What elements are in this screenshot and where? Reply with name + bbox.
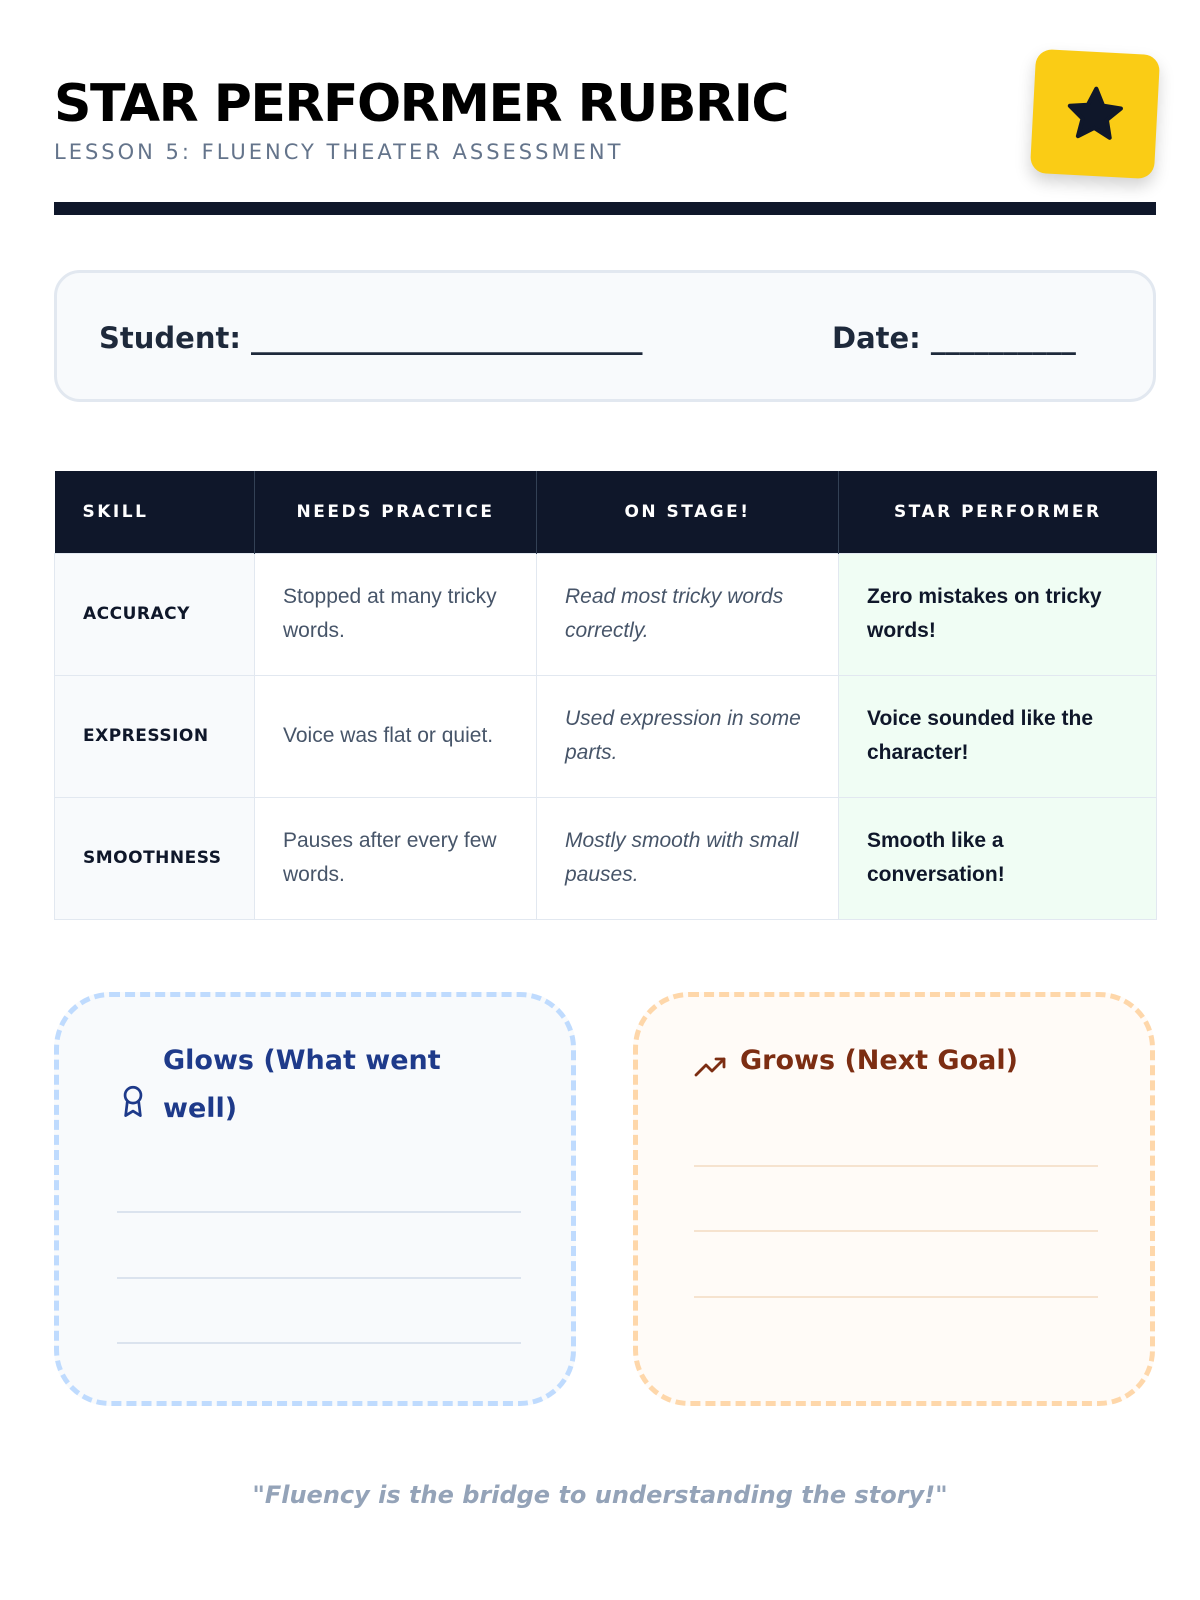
grows-write-line[interactable] xyxy=(694,1165,1098,1167)
skill-cell: EXPRESSION xyxy=(55,675,255,797)
page-header xyxy=(54,74,1156,164)
grows-title: Grows (Next Goal) xyxy=(740,1045,1018,1076)
table-row xyxy=(55,553,1157,675)
star-badge xyxy=(1030,49,1160,179)
page-title: STAR PERFORMER RUBRIC xyxy=(54,74,789,134)
star-performer-cell: Voice sounded like the character! xyxy=(839,675,1157,797)
skill-cell: SMOOTHNESS xyxy=(55,797,255,919)
student-name-field[interactable]: Student: ___________________________ xyxy=(99,321,643,355)
student-info-box xyxy=(54,270,1156,402)
page-subtitle: LESSON 5: FLUENCY THEATER ASSESSMENT xyxy=(54,140,624,164)
table-row xyxy=(55,675,1157,797)
star-performer-cell: Zero mistakes on tricky words! xyxy=(839,553,1157,675)
award-ribbon-icon xyxy=(119,1085,147,1119)
column-header-needs-practice: NEEDS PRACTICE xyxy=(255,471,537,553)
footer-quote: "Fluency is the bridge to understanding the story!" xyxy=(252,1481,948,1509)
skill-cell: ACCURACY xyxy=(55,553,255,675)
date-field[interactable]: Date: __________ xyxy=(832,321,1076,355)
rubric-table xyxy=(54,471,1157,920)
column-header-skill: SKILL xyxy=(55,471,255,553)
glows-write-line[interactable] xyxy=(117,1211,521,1213)
glows-write-line[interactable] xyxy=(117,1277,521,1279)
needs-practice-cell: Stopped at many tricky words. xyxy=(255,553,537,675)
on-stage-cell: Mostly smooth with small pauses. xyxy=(537,797,839,919)
rubric-header-row xyxy=(55,471,1157,553)
star-performer-cell: Smooth like a conversation! xyxy=(839,797,1157,919)
on-stage-cell: Used expression in some parts. xyxy=(537,675,839,797)
glows-card xyxy=(54,992,576,1406)
glows-write-line[interactable] xyxy=(117,1342,521,1344)
needs-practice-cell: Pauses after every few words. xyxy=(255,797,537,919)
header-divider xyxy=(54,202,1156,215)
column-header-star-performer: STAR PERFORMER xyxy=(839,471,1157,553)
table-row xyxy=(55,797,1157,919)
column-header-on-stage: ON STAGE! xyxy=(537,471,839,553)
star-icon xyxy=(1062,81,1127,146)
grows-write-line[interactable] xyxy=(694,1230,1098,1232)
needs-practice-cell: Voice was flat or quiet. xyxy=(255,675,537,797)
on-stage-cell: Read most tricky words correctly. xyxy=(537,553,839,675)
grows-card xyxy=(633,992,1155,1406)
trending-up-icon xyxy=(694,1053,728,1079)
grows-write-line[interactable] xyxy=(694,1296,1098,1298)
glows-title: Glows (What went well) xyxy=(163,1045,441,1124)
